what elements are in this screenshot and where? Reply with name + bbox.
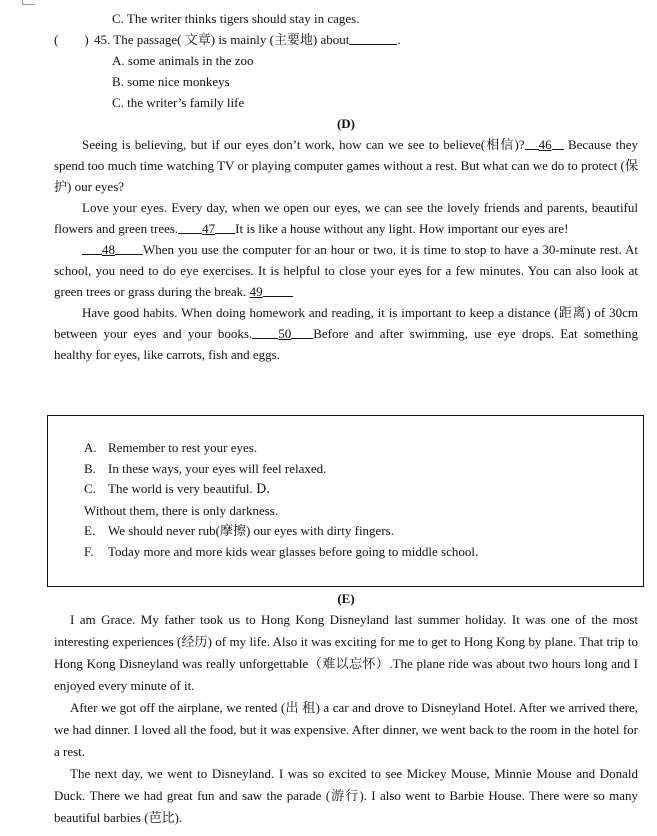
- blank-49[interactable]: 49: [249, 284, 263, 299]
- section-e-heading: (E): [337, 591, 355, 606]
- blank-46[interactable]: 46: [538, 137, 552, 152]
- q44-option-c: C. The writer thinks tigers should stay in cages.: [112, 11, 360, 26]
- answer-paren[interactable]: ( ): [54, 32, 89, 47]
- option-e: E. We should never rub(摩擦) our eyes with dirty fingers.: [84, 523, 394, 538]
- option-c: C. The world is very beautiful. D.: [84, 481, 271, 497]
- section-d-paragraph-4: Have good habits. When doing homework and reading, it is important to keep a distance (距离) of 30cm between your eyes and your books. 50 Before and after swimming, use eye drops. Eat something healthy for eyes, like carrots, fish and eggs.: [54, 305, 638, 362]
- option-d-letter: D.: [256, 482, 271, 497]
- q45-option-a: A. some animals in the zoo: [112, 53, 254, 68]
- option-a: A. Remember to rest your eyes.: [84, 440, 258, 455]
- section-e-paragraph-1: I am Grace. My father took us to Hong Kong Disneyland last summer holiday. It was one of the most interesting experiences (经历) of my life. Also it was exciting for me to get to Hong Kong by plane. That trip to Hong Kong Disneyland was really unforgettable（难以忘怀）.The plane ride was about two hours long and I enjoyed every minute of it.: [54, 612, 638, 693]
- section-e-paragraph-2: After we got off the airplane, we rented (出 租) a car and drove to Disneyland Hotel. After we arrived there, we had dinner. I loved all the food, but it was expensive. After dinner, we went back to the room in the hotel for a rest.: [54, 700, 638, 759]
- page-corner-mark: [22, 0, 35, 5]
- option-b: B. In these ways, your eyes will feel relaxed.: [84, 460, 327, 476]
- blank-47[interactable]: 47: [202, 221, 216, 236]
- q45-blank[interactable]: [349, 30, 397, 45]
- blank-50[interactable]: 50: [278, 326, 292, 341]
- section-e-paragraph-3: The next day, we went to Disneyland. I was so excited to see Mickey Mouse, Minnie Mouse and Donald Duck. There we had great fun and saw the parade (游行). I also went to Barbie House. There were so many beautiful barbies (芭比).: [54, 766, 638, 825]
- q45-option-c: C. the writer’s family life: [112, 95, 245, 110]
- section-e: [54, 588, 638, 829]
- section-d-paragraph-1: Seeing is believing, but if our eyes don’t work, how can we see to believe(相信)? 46 Because they spend too much time watching TV or playing computer games without a rest. But what can we do to protect (保护) our eyes?: [54, 137, 639, 194]
- option-d-text: Without them, there is only darkness.: [84, 502, 279, 518]
- section-d-page: [54, 8, 638, 365]
- q45-option-b: B. some nice monkeys: [112, 74, 230, 89]
- q45-stem: 45. The passage( 文章) is mainly (主要地) about: [94, 32, 350, 47]
- section-d-paragraph-3: 48 When you use the computer for an hour or two, it is time to stop to have a 30-minute rest. At school, you need to do eye exercises. It is helpful to close your eyes for a few minutes. You can also look at green trees or grass during the break. 49: [54, 242, 638, 299]
- options-box: [47, 415, 644, 587]
- section-d-paragraph-2: Love your eyes. Every day, when we open our eyes, we can see the lovely friends and parents, beautiful flowers and green trees. 47 It is like a house without any light. How important our eyes are!: [54, 200, 638, 236]
- question-45: ( ) 45. The passage( 文章) is mainly (主要地) about .: [54, 29, 638, 50]
- section-d-heading: (D): [336, 116, 356, 131]
- blank-48[interactable]: 48: [102, 242, 115, 257]
- option-f: F. Today more and more kids wear glasses before going to middle school.: [84, 543, 479, 559]
